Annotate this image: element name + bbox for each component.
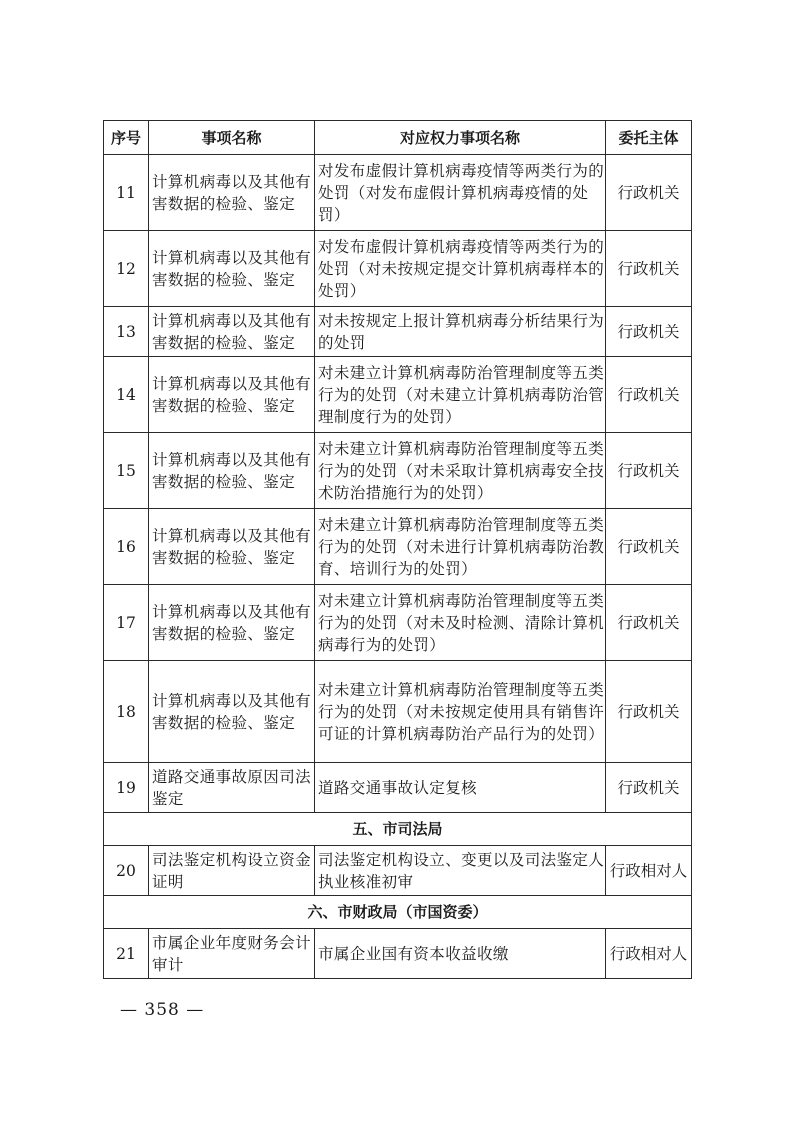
power-name-cell: 对未建立计算机病毒防治管理制度等五类行为的处罚（对未及时检测、清除计算机病毒行为的处罚） [315,585,606,661]
seq-cell: 11 [104,155,149,231]
item-name-cell: 市属企业年度财务会计审计 [149,929,315,979]
table-row [104,307,692,357]
section-title: 五、市司法局 [104,813,692,846]
item-name-cell: 计算机病毒以及其他有害数据的检验、鉴定 [149,307,315,357]
table-row [104,433,692,509]
entrusting-party-cell: 行政机关 [606,661,692,763]
table-row [104,929,692,979]
power-name-cell: 市属企业国有资本收益收缴 [315,929,606,979]
authority-table [103,120,692,979]
entrusting-party-cell: 行政相对人 [606,929,692,979]
power-name-cell: 对发布虚假计算机病毒疫情等两类行为的处罚（对未按规定提交计算机病毒样本的处罚） [315,231,606,307]
item-name-cell: 计算机病毒以及其他有害数据的检验、鉴定 [149,585,315,661]
entrusting-party-cell: 行政机关 [606,357,692,433]
power-name-cell: 对未建立计算机病毒防治管理制度等五类行为的处罚（对未进行计算机病毒防治教育、培训行为的处罚） [315,509,606,585]
entrusting-party-cell: 行政机关 [606,585,692,661]
item-name-cell: 计算机病毒以及其他有害数据的检验、鉴定 [149,357,315,433]
power-name-cell: 对未建立计算机病毒防治管理制度等五类行为的处罚（对未采取计算机病毒安全技术防治措施行为的处罚） [315,433,606,509]
entrusting-party-cell: 行政相对人 [606,846,692,896]
entrusting-party-cell: 行政机关 [606,763,692,813]
table-header-row [104,121,692,155]
table-row [104,763,692,813]
power-name-cell: 司法鉴定机构设立、变更以及司法鉴定人执业核准初审 [315,846,606,896]
table-row [104,509,692,585]
table-row [104,231,692,307]
seq-cell: 20 [104,846,149,896]
header-seq: 序号 [104,121,149,155]
seq-cell: 12 [104,231,149,307]
seq-cell: 14 [104,357,149,433]
table-row [104,661,692,763]
header-item-name: 事项名称 [149,121,315,155]
entrusting-party-cell: 行政机关 [606,155,692,231]
page-number: — 358 — [120,1000,205,1020]
item-name-cell: 道路交通事故原因司法鉴定 [149,763,315,813]
entrusting-party-cell: 行政机关 [606,307,692,357]
power-name-cell: 道路交通事故认定复核 [315,763,606,813]
entrusting-party-cell: 行政机关 [606,231,692,307]
entrusting-party-cell: 行政机关 [606,509,692,585]
header-power-name: 对应权力事项名称 [315,121,606,155]
seq-cell: 19 [104,763,149,813]
table-row [104,585,692,661]
power-name-cell: 对未建立计算机病毒防治管理制度等五类行为的处罚（对未建立计算机病毒防治管理制度行为的处罚） [315,357,606,433]
entrusting-party-cell: 行政机关 [606,433,692,509]
seq-cell: 15 [104,433,149,509]
item-name-cell: 计算机病毒以及其他有害数据的检验、鉴定 [149,155,315,231]
table-row [104,357,692,433]
seq-cell: 21 [104,929,149,979]
power-name-cell: 对未按规定上报计算机病毒分析结果行为的处罚 [315,307,606,357]
seq-cell: 17 [104,585,149,661]
item-name-cell: 计算机病毒以及其他有害数据的检验、鉴定 [149,661,315,763]
seq-cell: 16 [104,509,149,585]
section-row [104,813,692,846]
seq-cell: 18 [104,661,149,763]
item-name-cell: 计算机病毒以及其他有害数据的检验、鉴定 [149,231,315,307]
section-row [104,896,692,929]
item-name-cell: 计算机病毒以及其他有害数据的检验、鉴定 [149,433,315,509]
item-name-cell: 司法鉴定机构设立资金证明 [149,846,315,896]
header-entrusting-party: 委托主体 [606,121,692,155]
power-name-cell: 对发布虚假计算机病毒疫情等两类行为的处罚（对发布虚假计算机病毒疫情的处罚） [315,155,606,231]
power-name-cell: 对未建立计算机病毒防治管理制度等五类行为的处罚（对未按规定使用具有销售许可证的计算机病毒防治产品行为的处罚） [315,661,606,763]
table-row [104,846,692,896]
section-title: 六、市财政局（市国资委） [104,896,692,929]
table-row [104,155,692,231]
seq-cell: 13 [104,307,149,357]
item-name-cell: 计算机病毒以及其他有害数据的检验、鉴定 [149,509,315,585]
